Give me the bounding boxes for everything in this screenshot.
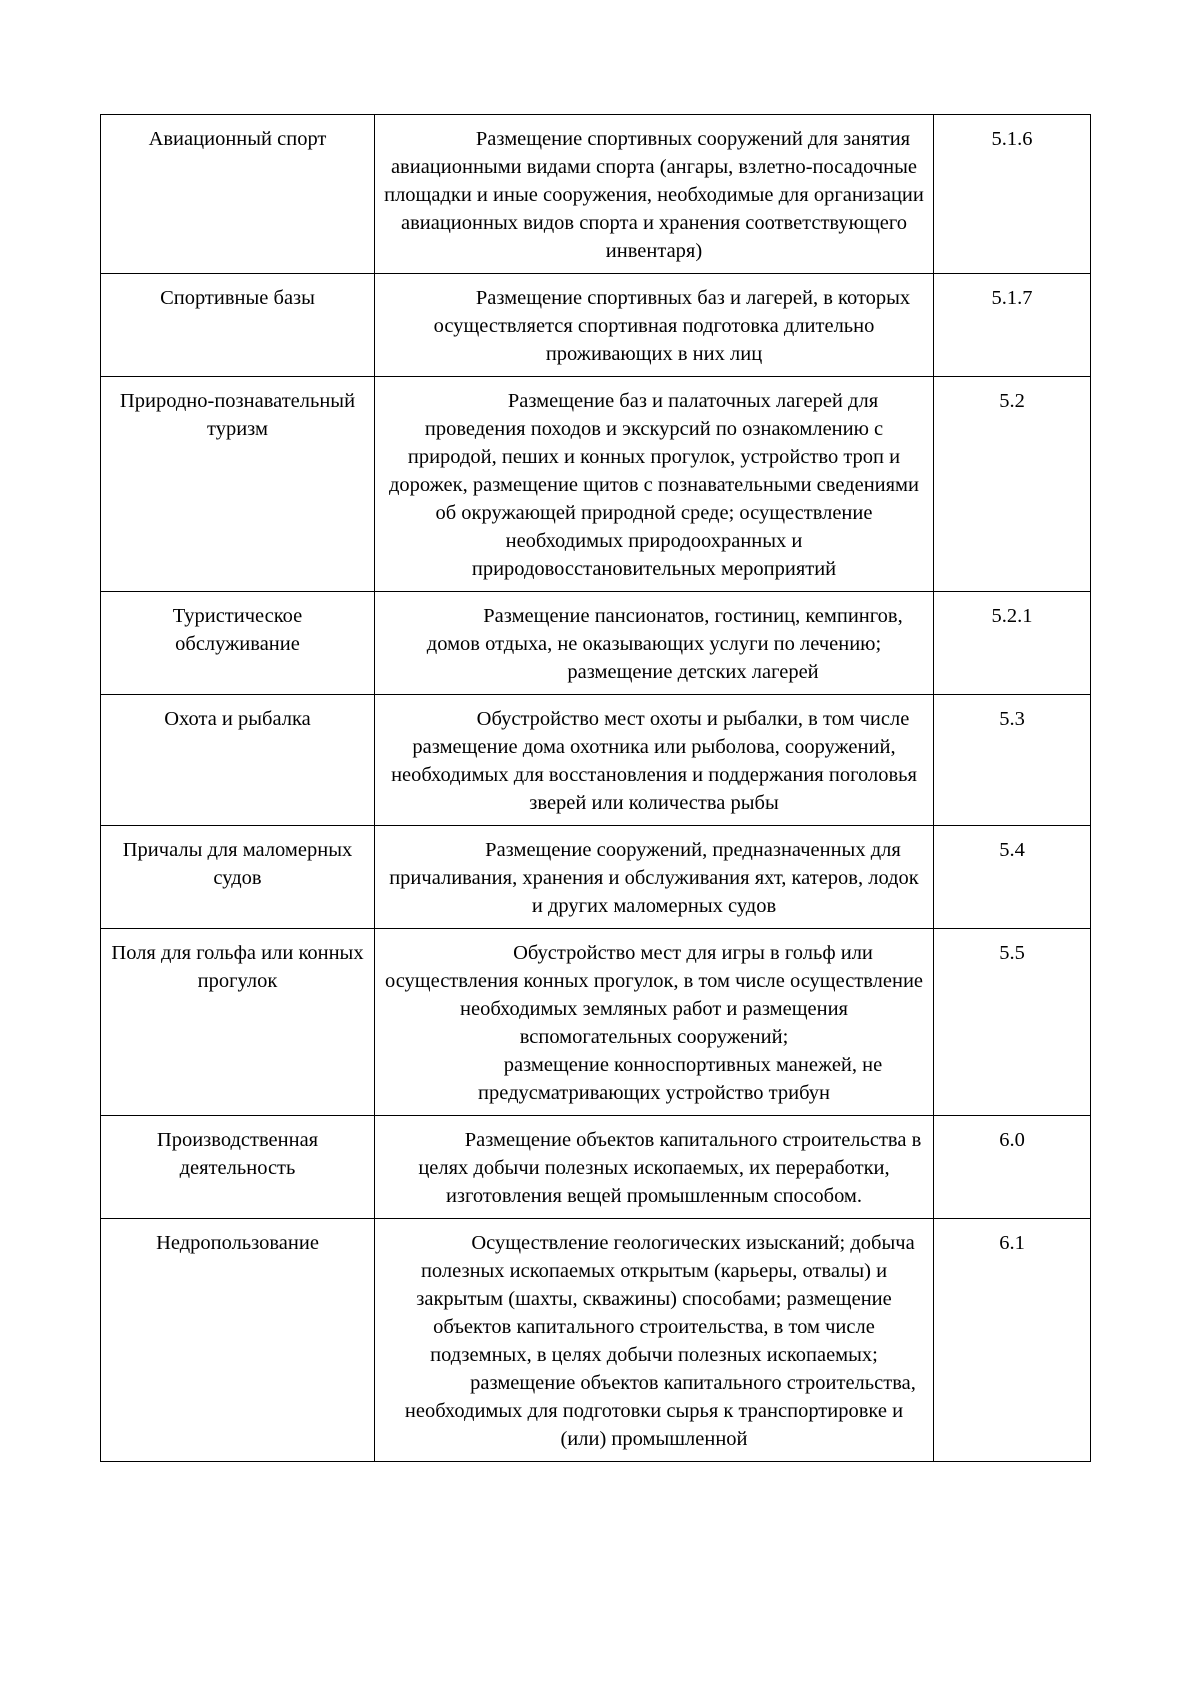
row-code: 5.1.7	[991, 287, 1033, 309]
row-description-cell	[375, 826, 934, 929]
row-description-paragraph: Размещение пансионатов, гостиниц, кемпингов, домов отдыха, не оказывающих услуги по лечению;	[426, 605, 903, 655]
row-code-cell	[934, 115, 1091, 274]
row-code: 5.2	[999, 390, 1025, 412]
row-name: Авиационный спорт	[148, 128, 327, 150]
row-code-cell	[934, 929, 1091, 1116]
row-code-cell	[934, 592, 1091, 695]
row-code: 5.3	[999, 708, 1025, 730]
row-description-cell	[375, 929, 934, 1116]
row-code: 5.2.1	[991, 605, 1033, 627]
row-description-paragraph: размещение детских лагерей	[567, 661, 819, 683]
row-description-cell	[375, 115, 934, 274]
row-description-paragraph: Размещение сооружений, предназначенных для причаливания, хранения и обслуживания яхт, катеров, лодок и других маломерных судов	[389, 839, 919, 917]
row-description-paragraph: Осуществление геологических изысканий; добыча полезных ископаемых открытым (карьеры, отвалы) и закрытым (шахты, скважины) способами; размещение объектов капитального строительства, в том числе подземных, в целях добычи полезных ископаемых;	[416, 1232, 915, 1366]
row-name: Недропользование	[156, 1232, 319, 1254]
row-description-cell	[375, 1219, 934, 1462]
row-name-cell	[101, 1116, 375, 1219]
row-name-cell	[101, 274, 375, 377]
table-row	[101, 377, 1091, 592]
table-row	[101, 592, 1091, 695]
table-row	[101, 1116, 1091, 1219]
table-row	[101, 695, 1091, 826]
row-code-cell	[934, 1219, 1091, 1462]
row-code-cell	[934, 826, 1091, 929]
row-name: Охота и рыбалка	[164, 708, 311, 730]
row-code-cell	[934, 1116, 1091, 1219]
row-name: Туристическое обслуживание	[172, 605, 303, 655]
row-code: 5.5	[999, 942, 1025, 964]
table-row	[101, 826, 1091, 929]
row-code: 5.4	[999, 839, 1025, 861]
row-description-paragraph: размещение конноспортивных манежей, не предусматривающих устройство трибун	[478, 1054, 883, 1104]
row-name: Природно-познавательный туризм	[119, 390, 356, 440]
table-row	[101, 1219, 1091, 1462]
row-name-cell	[101, 826, 375, 929]
table-row	[101, 274, 1091, 377]
table-row	[101, 929, 1091, 1116]
row-name-cell	[101, 592, 375, 695]
row-code: 6.0	[999, 1129, 1025, 1151]
row-name: Поля для гольфа или конных прогулок	[111, 942, 364, 992]
row-code: 6.1	[999, 1232, 1025, 1254]
land-use-table	[100, 114, 1091, 1462]
row-description-cell	[375, 695, 934, 826]
row-name-cell	[101, 929, 375, 1116]
row-description-paragraph: Обустройство мест для игры в гольф или осуществления конных прогулок, в том числе осуществление необходимых земляных работ и размещения вспомогательных сооружений;	[384, 942, 924, 1048]
row-description-paragraph: Размещение спортивных баз и лагерей, в которых осуществляется спортивная подготовка длительно проживающих в них лиц	[433, 287, 911, 365]
row-name-cell	[101, 377, 375, 592]
row-name: Производственная деятельность	[156, 1129, 319, 1179]
row-name-cell	[101, 115, 375, 274]
row-description-paragraph: Размещение баз и палаточных лагерей для проведения походов и экскурсий по ознакомлению с природой, пеших и конных прогулок, устройство троп и дорожек, размещение щитов с познавательными сведениями об окружающей природной среде; осуществление необходимых природоохранных и природовосстановительных мероприятий	[388, 390, 920, 580]
row-description-paragraph: Обустройство мест охоты и рыбалки, в том числе размещение дома охотника или рыболова, сооружений, необходимых для восстановления и поддержания поголовья зверей или количества рыбы	[391, 708, 917, 814]
row-code-cell	[934, 377, 1091, 592]
row-description-cell	[375, 1116, 934, 1219]
row-description-paragraph: Размещение спортивных сооружений для занятия авиационными видами спорта (ангары, взлетно-посадочные площадки и иные сооружения, необходимые для организации авиационных видов спорта и хранения соответствующего инвентаря)	[384, 128, 924, 262]
row-code: 5.1.6	[991, 128, 1033, 150]
row-description-cell	[375, 377, 934, 592]
row-name: Причалы для маломерных судов	[122, 839, 353, 889]
row-description-paragraph: Размещение объектов капитального строительства в целях добычи полезных ископаемых, их переработки, изготовления вещей промышленным способом.	[418, 1129, 922, 1207]
row-name-cell	[101, 1219, 375, 1462]
row-description-cell	[375, 274, 934, 377]
row-description-cell	[375, 592, 934, 695]
row-code-cell	[934, 274, 1091, 377]
row-name-cell	[101, 695, 375, 826]
row-description-paragraph: размещение объектов капитального строительства, необходимых для подготовки сырья к транспортировке и (или) промышленной	[404, 1372, 916, 1450]
table-row	[101, 115, 1091, 274]
row-name: Спортивные базы	[160, 287, 315, 309]
row-code-cell	[934, 695, 1091, 826]
